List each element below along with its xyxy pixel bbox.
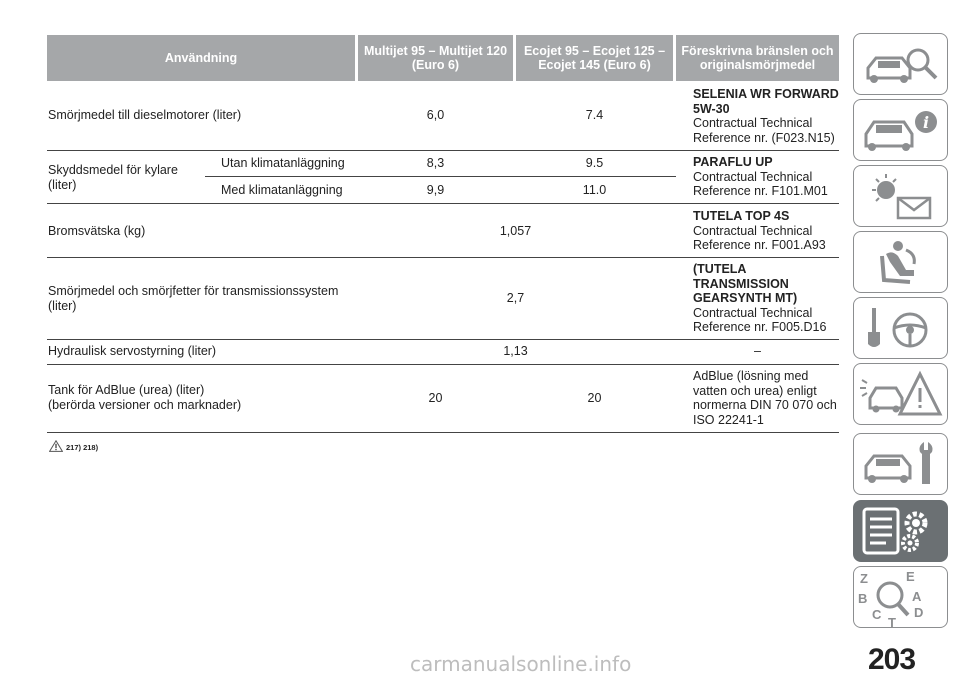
product-reference: Contractual Technical Reference nr. (F023.N15) bbox=[693, 116, 835, 145]
sidebar-tab-key-steering[interactable] bbox=[853, 297, 948, 359]
car-warning-triangle-icon bbox=[854, 364, 949, 426]
sidebar-tab-car-warning[interactable] bbox=[853, 363, 948, 425]
key-steering-wheel-icon bbox=[854, 298, 949, 360]
product-name: (TUTELA TRANSMISSION GEARSYNTH MT) bbox=[693, 262, 798, 305]
header-usage: Användning bbox=[47, 35, 355, 81]
row-divider bbox=[47, 432, 839, 433]
row-engine-oil-product bbox=[693, 87, 839, 145]
row-transmission-product bbox=[693, 262, 839, 335]
car-wrench-icon bbox=[854, 434, 949, 496]
svg-text:C: C bbox=[872, 607, 882, 622]
sidebar-tab-alphabet-index[interactable] bbox=[853, 566, 948, 628]
row-engine-oil-usage: Smörjmedel till dieselmotorer (liter) bbox=[48, 108, 242, 122]
header-ecojet: Ecojet 95 – Ecojet 125 – Ecojet 145 (Euro 6) bbox=[516, 35, 673, 81]
row-divider bbox=[47, 339, 839, 340]
sidebar-tab-warning-light[interactable] bbox=[853, 165, 948, 227]
page-number: 203 bbox=[868, 643, 916, 676]
sidebar-tab-seat-airbag[interactable] bbox=[853, 231, 948, 293]
product-reference: Contractual Technical Reference nr. F001.A93 bbox=[693, 223, 826, 252]
product-reference: Contractual Technical Reference nr. F005.D16 bbox=[693, 305, 827, 334]
row-subdivider bbox=[205, 176, 676, 177]
row-brake-usage: Bromsvätska (kg) bbox=[48, 224, 146, 238]
header-fuels: Föreskrivna bränslen och originalsmörjmedel bbox=[676, 35, 839, 81]
car-info-icon bbox=[854, 100, 949, 162]
svg-text:i: i bbox=[922, 113, 930, 132]
row-coolant-usage: Skyddsmedel för kylare (liter) bbox=[48, 163, 178, 192]
footnote-refs: 217) 218) bbox=[66, 443, 99, 452]
row-coolant-sub1-ecojet: 9.5 bbox=[585, 156, 604, 170]
watermark: carmanualsonline.info bbox=[410, 652, 632, 676]
seat-airbag-icon bbox=[854, 232, 949, 294]
row-coolant-sub1: Utan klimatanläggning bbox=[221, 156, 345, 170]
alphabet-magnifier-icon bbox=[854, 567, 949, 629]
sidebar-tab-car-magnifier[interactable] bbox=[853, 33, 948, 95]
sidebar-tab-car-info[interactable] bbox=[853, 99, 948, 161]
row-coolant-sub2-ecojet: 11.0 bbox=[582, 183, 607, 197]
row-steering-product: – bbox=[754, 344, 761, 358]
warning-light-envelope-icon bbox=[854, 166, 949, 228]
row-engine-oil-ecojet: 7.4 bbox=[585, 108, 604, 122]
row-coolant-sub1-multijet: 8,3 bbox=[426, 156, 445, 170]
row-divider bbox=[47, 364, 839, 365]
svg-text:E: E bbox=[906, 569, 915, 584]
row-steering-usage: Hydraulisk servostyrning (liter) bbox=[48, 344, 217, 358]
row-engine-oil-multijet: 6,0 bbox=[426, 108, 445, 122]
sidebar-tab-car-wrench[interactable] bbox=[853, 433, 948, 495]
row-adblue-multijet: 20 bbox=[428, 391, 443, 405]
product-name: TUTELA TOP 4S bbox=[693, 209, 790, 223]
row-divider bbox=[47, 150, 839, 151]
row-divider bbox=[47, 257, 839, 258]
row-adblue-ecojet: 20 bbox=[587, 391, 602, 405]
row-brake-value: 1,057 bbox=[499, 224, 532, 238]
row-adblue-product: AdBlue (lösning med vatten och urea) enligt normerna DIN 70 070 och ISO 22241-1 bbox=[693, 369, 837, 427]
row-coolant-product bbox=[693, 155, 839, 199]
row-divider bbox=[47, 203, 839, 204]
row-transmission-usage: Smörjmedel och smörjfetter för transmissionssystem (liter) bbox=[48, 284, 339, 313]
product-reference: Contractual Technical Reference nr. F101.M01 bbox=[693, 169, 828, 198]
product-name: SELENIA WR FORWARD 5W-30 bbox=[693, 87, 839, 116]
warning-triangle-icon bbox=[49, 440, 63, 452]
svg-text:D: D bbox=[914, 605, 924, 620]
row-coolant-sub2: Med klimatanläggning bbox=[221, 183, 343, 197]
row-adblue-usage: Tank för AdBlue (urea) (liter) (berörda versioner och marknader) bbox=[48, 383, 242, 412]
row-transmission-value: 2,7 bbox=[506, 291, 525, 305]
header-multijet: Multijet 95 – Multijet 120 (Euro 6) bbox=[358, 35, 513, 81]
product-name: PARAFLU UP bbox=[693, 155, 773, 169]
svg-text:T: T bbox=[888, 615, 896, 629]
svg-text:B: B bbox=[858, 591, 868, 606]
row-coolant-sub2-multijet: 9,9 bbox=[426, 183, 445, 197]
car-magnifier-icon bbox=[854, 34, 949, 96]
row-brake-product bbox=[693, 209, 839, 253]
row-steering-value: 1,13 bbox=[503, 344, 528, 358]
svg-text:Z: Z bbox=[860, 571, 868, 586]
svg-text:A: A bbox=[912, 589, 922, 604]
list-gears-icon bbox=[854, 501, 949, 563]
sidebar-tab-list-gears[interactable] bbox=[853, 500, 948, 562]
